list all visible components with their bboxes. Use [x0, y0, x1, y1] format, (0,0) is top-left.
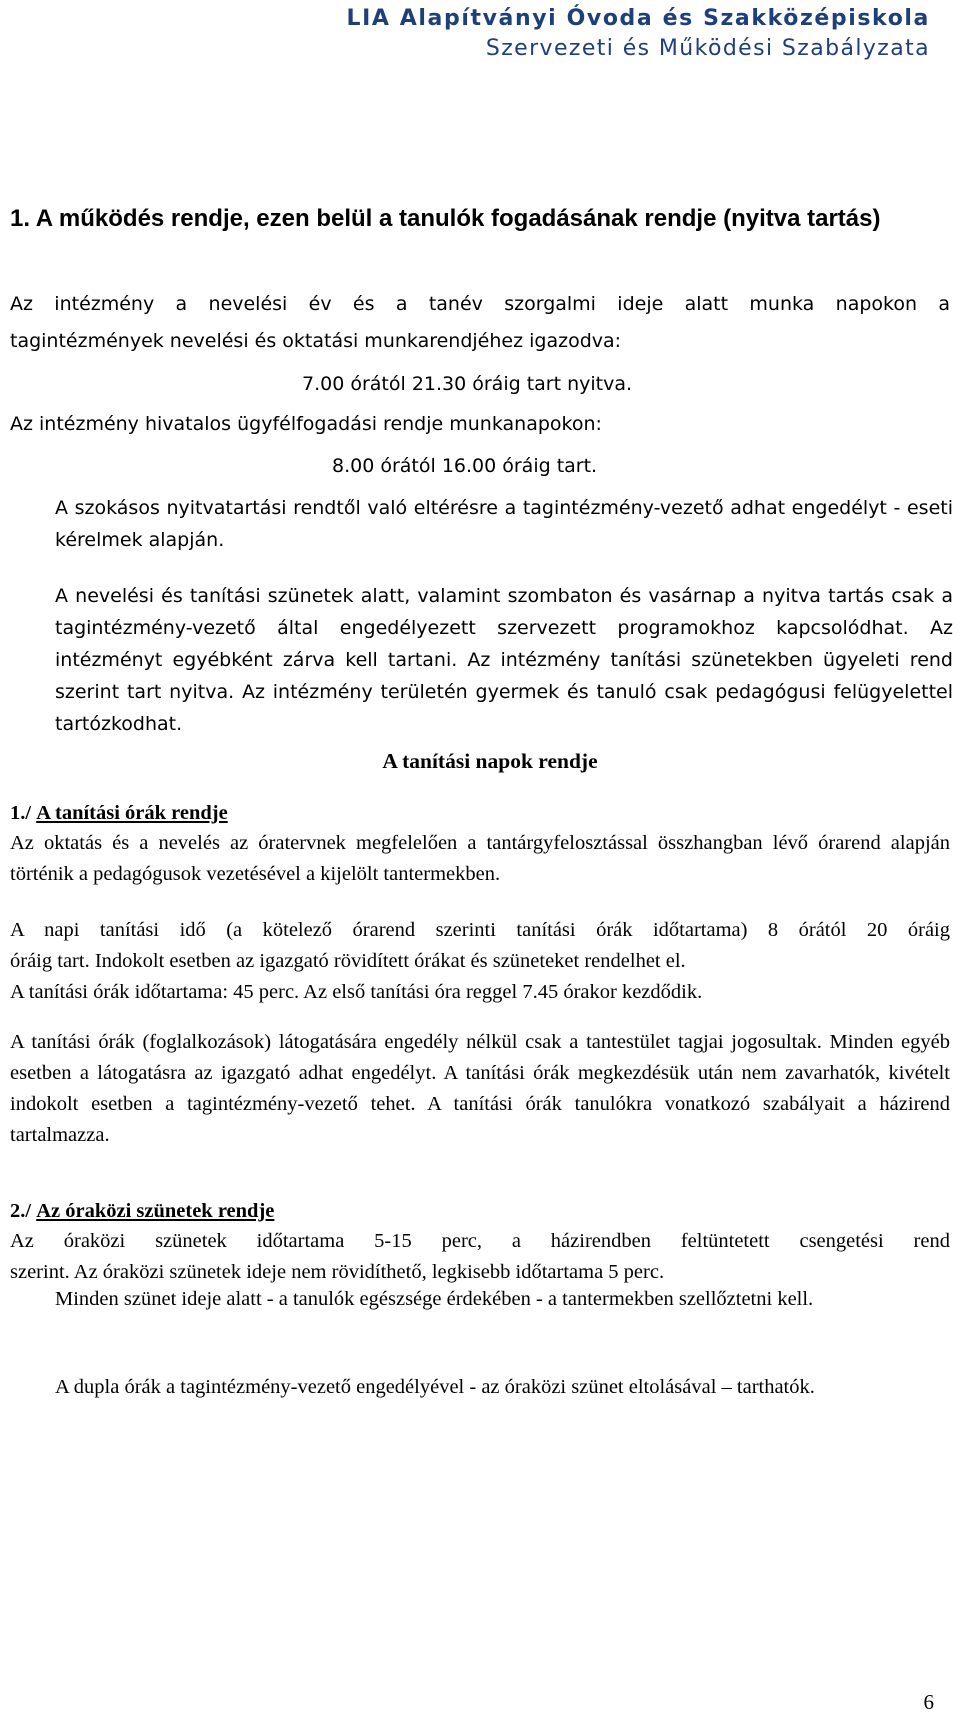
section-title: 1. A működés rendje, ezen belül a tanulók fogadásának rendje (nyitva tartás) — [10, 205, 881, 232]
ventilation-paragraph: Minden szünet ideje alatt - a tanulók egészsége érdekében - a tantermekben szellőztetni kell. — [55, 1288, 814, 1310]
daily-time-line-2: óráig tart. Indokolt esetben az igazgató rövidített órákat és szüneteket rendelhet el. — [10, 950, 686, 972]
daily-time-line-1: A napi tanítási idő (a kötelező órarend szerinti tanítási órák időtartama) 8 órától 20 óráig — [10, 919, 950, 941]
subsection-1-number: 1./ — [10, 802, 32, 824]
header-document-title: Szervezeti és Működési Szabályzata — [485, 36, 930, 61]
breaks-rule-paragraph — [10, 1226, 950, 1288]
opening-hours: 7.00 órától 21.30 óráig tart nyitva. — [302, 373, 633, 395]
lessons-paragraph-3: A tanítási órák (foglalkozások) látogatására engedély nélkül csak a tantestület tagjai jogosultak. Minden egyéb esetben a látogatásra az igazgató adhat engedélyt. A tanítási órák megkezdésük után nem zavarhatók, kivételt indokolt esetben a tagintézmény-vezető tehet. A tanítási órák tanulókra vonatkozó szabályait a házirend tartalmazza. — [10, 1031, 950, 1146]
lessons-paragraph-1: Az oktatás és a nevelés az óratervnek megfelelően a tantárgyfelosztással összhangban lévő órarend alapján történik a pedagógusok vezetésével a kijelölt tantermekben. — [10, 832, 950, 885]
double-lessons-paragraph: A dupla órák a tagintézmény-vezető engedélyével - az óraközi szünet eltolásával – tarthatók. — [55, 1376, 815, 1398]
office-hours-label: Az intézmény hivatalos ügyfélfogadási rendje munkanapokon: — [10, 413, 602, 435]
subsection-2-number: 2./ — [10, 1200, 32, 1222]
breaks-paragraph: A nevelési és tanítási szünetek alatt, valamint szombaton és vasárnap a nyitva tartás csak a tagintézmény-vezető által engedélyezett szervezett programokhoz kapcsolódhat. Az intézményt egyébként zárva kell tartani. Az intézmény tanítási szünetekben ügyeleti rend szerint tart nyitva. Az intézmény területén gyermek és tanuló csak pedagógusi felügyelettel tartózkodhat. — [55, 585, 953, 735]
deviation-paragraph: A szokásos nyitvatartási rendtől való eltérésre a tagintézmény-vezető adhat engedélyt - eseti kérelmek alapján. — [55, 497, 953, 551]
subsection-1-title: A tanítási órák rendje — [36, 802, 228, 824]
school-days-heading: A tanítási napok rendje — [382, 749, 598, 773]
subsection-2-title: Az óraközi szünetek rendje — [36, 1200, 275, 1222]
breaks-rule-line-1: Az óraközi szünetek időtartama 5-15 perc, a házirendben feltüntetett csengetési rend — [10, 1230, 950, 1252]
subsection-1-heading — [10, 798, 950, 829]
subsection-2-heading — [10, 1196, 950, 1227]
office-hours: 8.00 órától 16.00 óráig tart. — [332, 455, 598, 477]
intro-line-2: tagintézmények nevelési és oktatási munkarendjéhez igazodva: — [10, 330, 622, 352]
daily-time-line-3: A tanítási órák időtartama: 45 perc. Az első tanítási óra reggel 7.45 órakor kezdődik. — [10, 981, 703, 1003]
document-header — [346, 4, 930, 64]
header-school-name: LIA Alapítványi Óvoda és Szakközépiskola — [346, 6, 930, 31]
page-number: 6 — [923, 1690, 934, 1714]
lessons-paragraph-2 — [10, 915, 950, 1008]
breaks-rule-line-2: szerint. Az óraközi szünetek ideje nem rövidíthető, legkisebb időtartama 5 perc. — [10, 1261, 665, 1283]
intro-line-1: Az intézmény a nevelési év és a tanév szorgalmi ideje alatt munka napokon a — [10, 293, 950, 315]
